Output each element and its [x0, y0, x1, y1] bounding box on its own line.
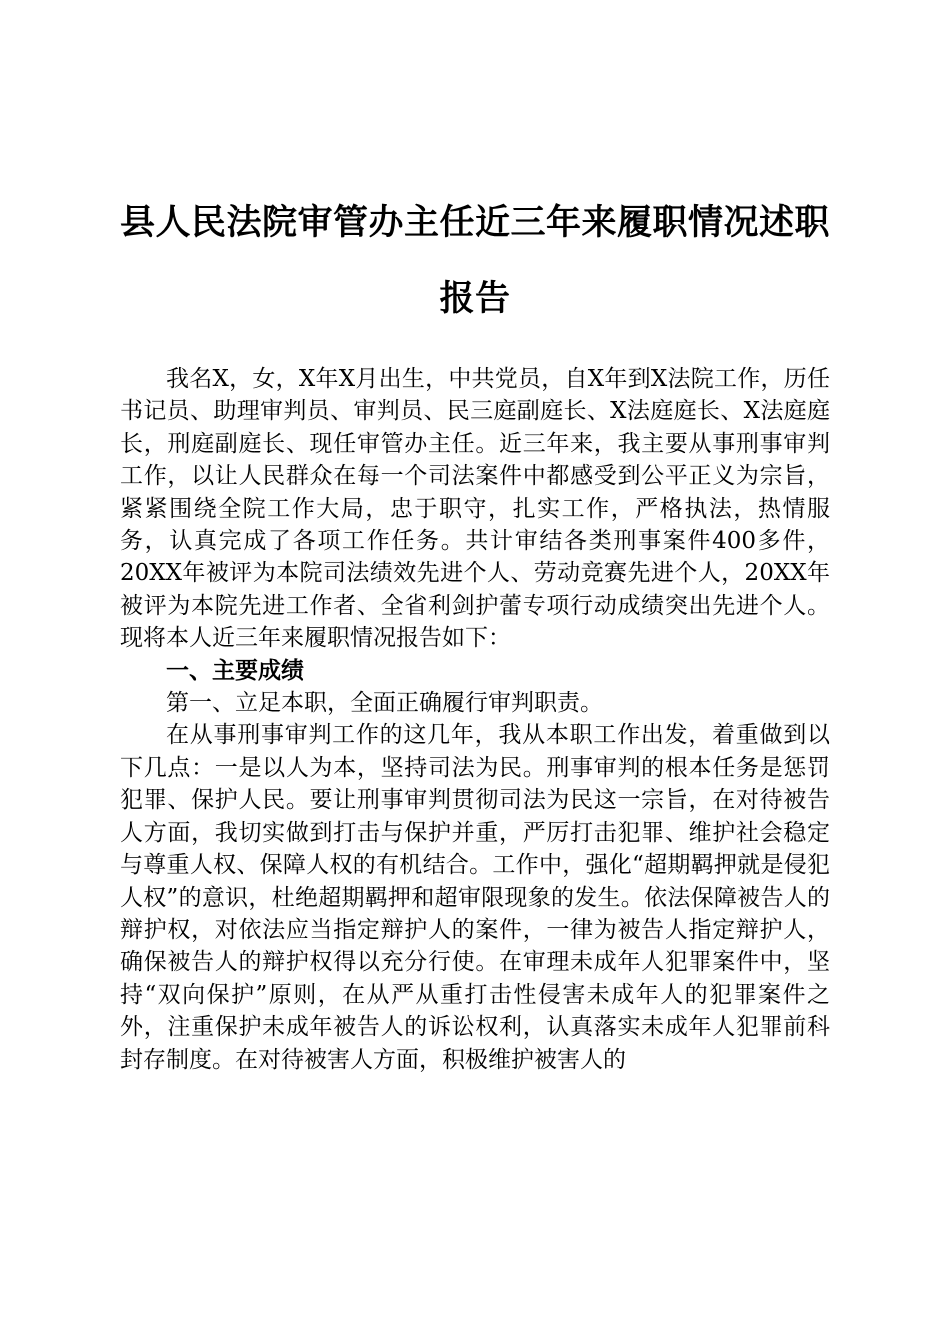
subsection-paragraph: 第一、立足本职，全面正确履行审判职责。	[166, 690, 603, 717]
section-heading: 一、主要成绩	[166, 657, 304, 684]
intro-paragraph: 我名X，女，X年X月出生，中共党员，自X年到X法院工作，历任书记员、助理审判员、审判员、民三庭副庭长、X法庭庭长、X法庭庭长，刑庭副庭长、现任审管办主任。近三年来，我主要从事刑事审判工作，以让人民群众在每一个司法案件中都感受到公平正义为宗旨，紧紧围绕全院工作大局，忠于职守，扎实工作，严格执法，热情服务，认真完成了各项工作任务。共计审结各类刑事案件400多件，20XX年被评为本院司法绩效先进个人、劳动竞赛先进个人，20XX年被评为本院先进工作者、全省利剑护蕾专项行动成绩突出先进个人。现将本人近三年来履职情况报告如下：	[120, 366, 830, 652]
document-body	[120, 363, 830, 1076]
body-paragraph: 在从事刑事审判工作的这几年，我从本职工作出发，着重做到以下几点：一是以人为本，坚持司法为民。刑事审判的根本任务是惩罚犯罪、保护人民。要让刑事审判贯彻司法为民这一宗旨，在对待被告人方面，我切实做到打击与保护并重，严厉打击犯罪、维护社会稳定与尊重人权、保障人权的有机结合。工作中，强化“超期羁押就是侵犯人权”的意识，杜绝超期羁押和超审限现象的发生。依法保障被告人的辩护权，对依法应当指定辩护人的案件，一律为被告人指定辩护人，确保被告人的辩护权得以充分行使。在审理未成年人犯罪案件中，坚持“双向保护”原则，在从严从重打击性侵害未成年人的犯罪案件之外，注重保护未成年被告人的诉讼权利，认真落实未成年人犯罪前科封存制度。在对待被害人方面，积极维护被害人的	[120, 722, 830, 1073]
document-title: 县人民法院审管办主任近三年来履职情况述职报告	[119, 203, 830, 319]
